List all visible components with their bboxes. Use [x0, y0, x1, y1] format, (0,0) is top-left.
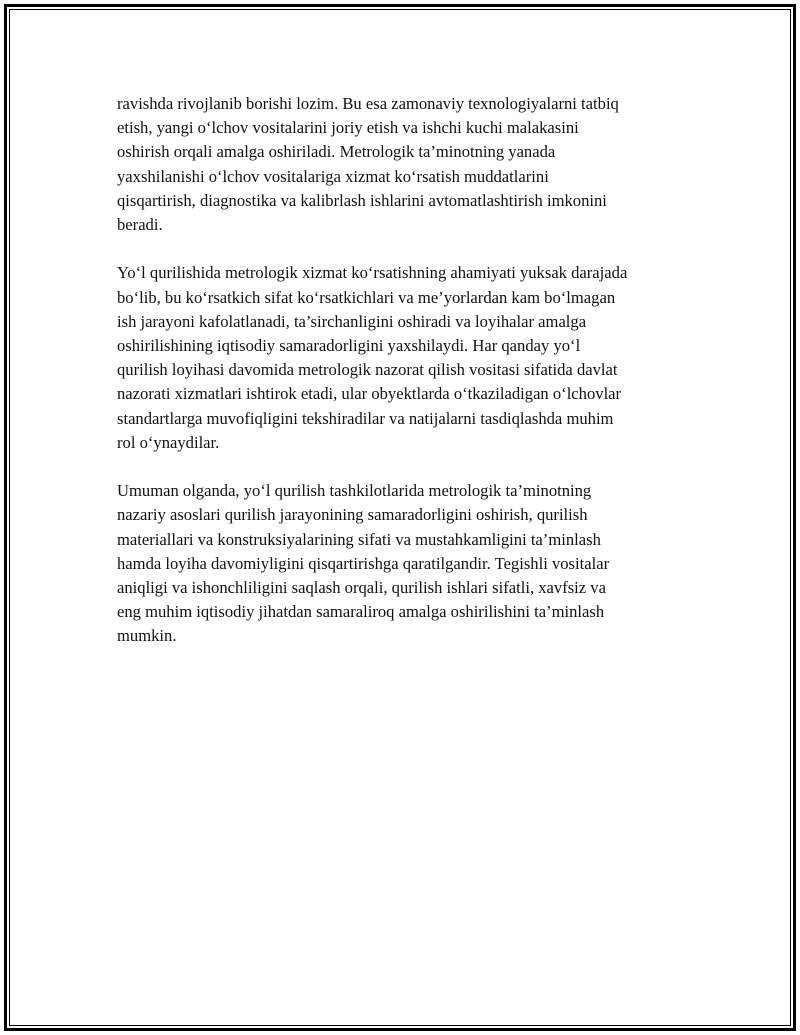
text-line: Umuman olganda, yo‘l qurilish tashkilotlarida metrologik ta’minotning	[117, 481, 592, 501]
text-line: hamda loyiha davomiyligini qisqartirishga qaratilgandir. Tegishli vositalar	[117, 553, 610, 573]
text-line: beradi.	[117, 215, 163, 235]
text-line: ish jarayoni kafolatlanadi, ta’sirchanligini oshiradi va loyihalar amalga	[117, 311, 587, 331]
text-line: Yo‘l qurilishida metrologik xizmat ko‘rsatishning ahamiyati yuksak darajada	[117, 263, 628, 283]
paragraph-2	[117, 261, 697, 455]
text-line: nazariy asoslari qurilish jarayonining samaradorligini oshirish, qurilish	[117, 505, 588, 525]
text-line: etish, yangi o‘lchov vositalarini joriy etish va ishchi kuchi malakasini	[117, 118, 579, 138]
text-line: oshirish orqali amalga oshiriladi. Metrologik ta’minotning yanada	[117, 142, 556, 162]
text-line: standartlarga muvofiqligini tekshiradilar va natijalarni tasdiqlashda muhim	[117, 408, 614, 428]
text-line: oshirilishining iqtisodiy samaradorligini yaxshilaydi. Har qanday yo‘l	[117, 336, 581, 356]
text-line: qurilish loyihasi davomida metrologik nazorat qilish vositasi sifatida davlat	[117, 360, 618, 380]
text-line: rol o‘ynaydilar.	[117, 432, 220, 452]
paragraph-3	[117, 479, 697, 648]
text-line: mumkin.	[117, 626, 177, 646]
document-body	[117, 92, 697, 673]
text-line: materiallari va konstruksiyalarining sifati va mustahkamligini ta’minlash	[117, 529, 601, 549]
text-line: yaxshilanishi o‘lchov vositalariga xizmat ko‘rsatish muddatlarini	[117, 166, 549, 186]
text-line: aniqligi va ishonchliligini saqlash orqali, qurilish ishlari sifatli, xavfsiz va	[117, 578, 606, 598]
text-line: ravishda rivojlanib borishi lozim. Bu esa zamonaviy texnologiyalarni tatbiq	[117, 94, 619, 113]
text-line: nazorati xizmatlari ishtirok etadi, ular obyektlarda o‘tkaziladigan o‘lchovlar	[117, 384, 622, 404]
text-line: qisqartirish, diagnostika va kalibrlash ishlarini avtomatlashtirish imkonini	[117, 190, 607, 210]
paragraph-1	[117, 92, 697, 237]
text-line: bo‘lib, bu ko‘rsatkich sifat ko‘rsatkichlari va me’yorlardan kam bo‘lmagan	[117, 287, 616, 307]
text-line: eng muhim iqtisodiy jihatdan samaraliroq amalga oshirilishini ta’minlash	[117, 602, 605, 622]
